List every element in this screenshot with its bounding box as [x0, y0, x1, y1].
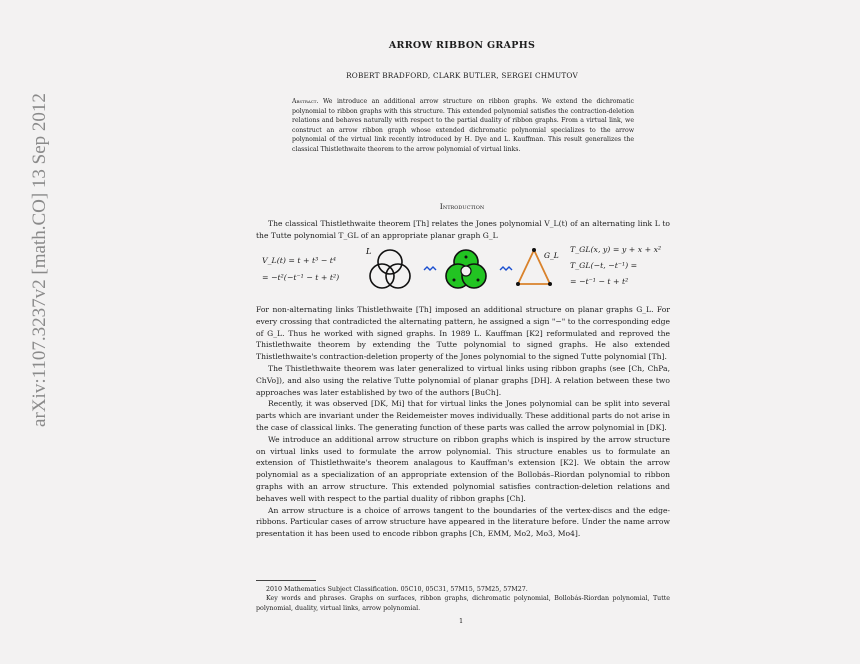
formula-tutte-line2: T_GL(−t, −t⁻¹) = — [570, 261, 638, 270]
abstract-label: Abstract. — [292, 98, 319, 105]
footnotes — [256, 585, 670, 613]
formula-tutte-line1: T_GL(x, y) = y + x + x² — [570, 245, 662, 254]
label-L: L — [366, 247, 372, 256]
page-number: 1 — [459, 617, 464, 625]
trefoil-knot — [370, 250, 410, 288]
footnote-keywords: Key words and phrases. Graphs on surfaces, ribbon graphs, dichromatic polynomial, Bollobás-Riordan polynomial, Tutte polynomial, duality, virtual links, arrow polynomial. — [256, 595, 670, 612]
squiggle-arrow-1 — [424, 267, 436, 270]
formula-jones — [262, 252, 339, 286]
arxiv-stamp: arXiv:1107.3237v2 [math.CO] 13 Sep 2012 — [29, 93, 50, 427]
paper-title: ARROW RIBBON GRAPHS — [388, 40, 536, 51]
paragraph-arrow-presentation: An arrow structure is a choice of arrows tangent to the boundaries of the vertex-discs and the edge-ribbons. Particular cases of arrow structure have appeared in the literature before. Under the name arrow presentation it has been used to encode ribbon graphs [Ch, EMM, Mo2, Mo3, Mo4]. — [256, 505, 670, 539]
section-title: Introduction — [439, 202, 485, 211]
label-GL: G_L — [544, 251, 559, 260]
abstract — [292, 97, 634, 155]
abstract-text: We introduce an additional arrow structure on ribbon graphs. We extend the dichromatic polynomial to ribbon graphs with this structure. This extended polynomial satisfies the contraction-deletion relations and behaves naturally with respect to the partial duality of ribbon graphs. From a virtual link, we construct an arrow ribbon graph whose extended dichromatic polynomial specializes to the arrow polynomial of the virtual link recently introduced by H. Dye and L. Kauffman. This result generalizes the classical Thistlethwaite theorem to the arrow polynomial of virtual links. — [292, 98, 635, 153]
link-graph-figure — [364, 238, 564, 304]
formula-tutte — [570, 242, 661, 290]
squiggle-arrow-2 — [500, 267, 512, 270]
paper-authors: ROBERT BRADFORD, CLARK BUTLER, SERGEI CHMUTOV — [346, 71, 578, 80]
checkerboard-knot — [446, 250, 486, 288]
paragraph-arrow-structure: We introduce an additional arrow structure on ribbon graphs which is inspired by the arrow structure on virtual links used to formulate the arrow polynomial. This structure enables us to formulate an extension of Thistlethwaite's theorem analagous to Kauffman's extension [K2]. We obtain the arrow polynomial as a specialization of an appropriate extension of the Bollobás–Riordan polynomial to ribbon graphs with an arrow structure. This extended polynomial satisfies contraction-deletion relations and behaves well with respect to the partial duality of ribbon graphs [Ch]. — [256, 434, 670, 503]
formula-jones-line2: = −t²(−t⁻¹ − t + t²) — [262, 273, 340, 282]
paragraph-arrow-polynomial: Recently, it was observed [DK, Mi] that for virtual links the Jones polynomial can be split into several parts which are invariant under the Reidemeister moves individually. These additional parts do not arise in the case of classical links. The generating function of these parts was called the arrow polynomial in [DK]. — [256, 399, 670, 432]
footnote-rule — [256, 580, 316, 581]
footnote-msc: 2010 Mathematics Subject Classification. 05C10, 05C31, 57M15, 57M25, 57M27. — [266, 586, 528, 593]
paragraph-ribbon-graphs: The Thistlethwaite theorem was later generalized to virtual links using ribbon graphs (see [Ch, ChPa, ChVo]), and also using the relative Tutte polynomial of planar graphs [DH]. A relation between these two approaches was later established by two of the authors [BuCh]. — [256, 363, 670, 397]
intro-paragraph: The classical Thistlethwaite theorem [Th] relates the Jones polynomial V_L(t) of an alternating link L to the Tutte polynomial T_GL of an appropriate planar graph G_L — [256, 219, 670, 240]
formula-jones-line1: V_L(t) = t + t³ − t⁴ — [262, 256, 337, 265]
body-text — [256, 304, 670, 540]
formula-tutte-line3: = −t⁻¹ − t + t² — [570, 277, 629, 286]
paragraph-signed-graphs: For non-alternating links Thistlethwaite [Th] imposed an additional structure on planar graphs G_L. For every crossing that contradicted the alternating pattern, he assigned a sign "−" to the corresponding edge of G_L. Thus he worked with signed graphs. In 1989 L. Kauffman [K2] reformulated and reproved the Thistlethwaite theorem by extending the Tutte polynomial to signed graphs. He also extended Thistlethwaite's contraction-deletion property of the Jones polynomial to the signed Tutte polynomial [Th]. — [256, 305, 670, 362]
